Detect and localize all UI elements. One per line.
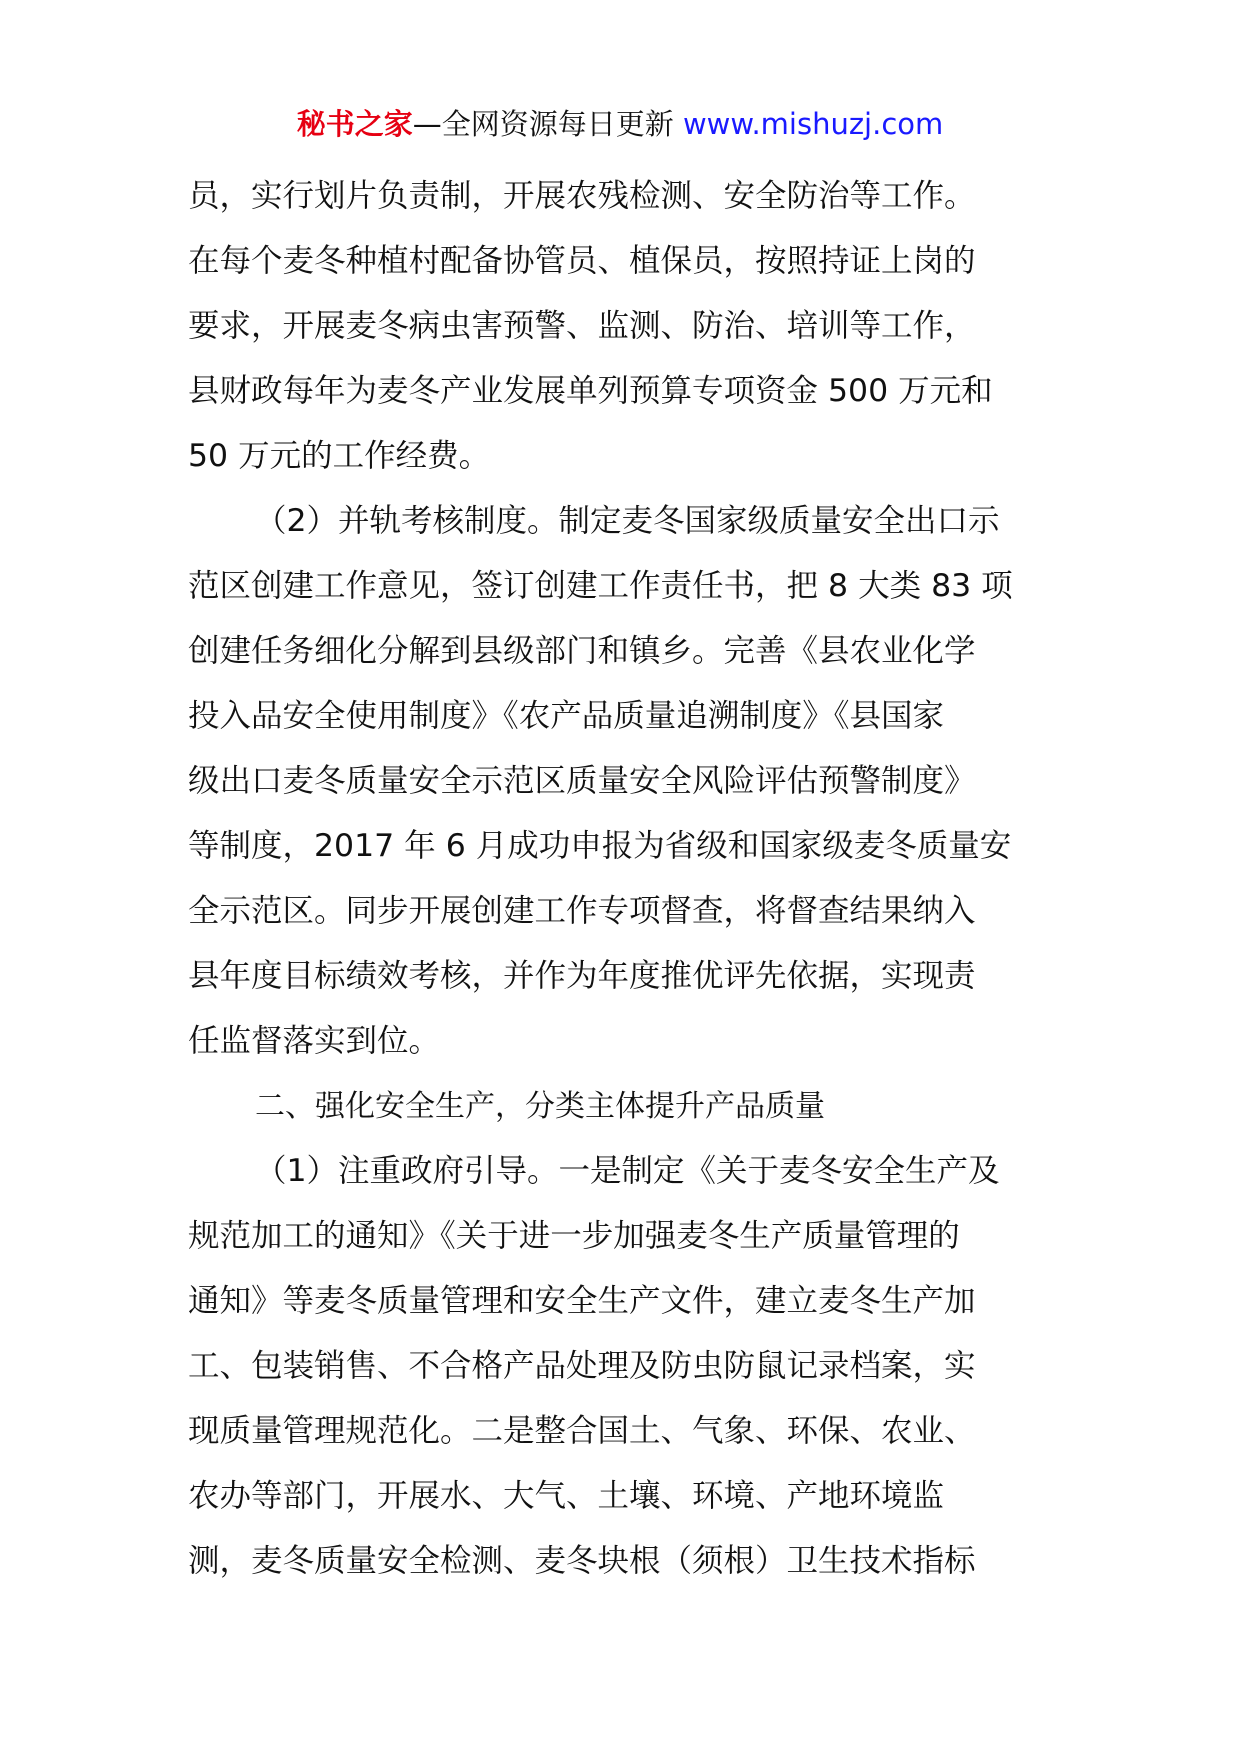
- text-line: 50 万元的工作经费。: [188, 438, 491, 474]
- text-line: 级出口麦冬质量安全示范区质量安全风险评估预警制度》: [188, 763, 976, 799]
- text-line: 县财政每年为麦冬产业发展单列预算专项资金 500 万元和: [188, 373, 993, 409]
- text-line: 创建任务细化分解到县级部门和镇乡。完善《县农业化学: [188, 633, 976, 669]
- text-line: 工、包装销售、不合格产品处理及防虫防鼠记录档案，实: [188, 1348, 976, 1384]
- text-line: 规范加工的通知》《关于进一步加强麦冬生产质量管理的: [188, 1218, 960, 1254]
- site-header: [0, 104, 1240, 144]
- text-line: 在每个麦冬种植村配备协管员、植保员，按照持证上岗的: [188, 243, 976, 279]
- text-line: 范区创建工作意见，签订创建工作责任书，把 8 大类 83 项: [188, 568, 1013, 604]
- paragraph-start-line: （1）注重政府引导。一是制定《关于麦冬安全生产及: [255, 1153, 1000, 1189]
- site-url-link[interactable]: www.mishuzj.com: [673, 107, 944, 141]
- text-line: 农办等部门，开展水、大气、土壤、环境、产地环境监: [188, 1478, 945, 1514]
- text-line: 等制度，2017 年 6 月成功申报为省级和国家级麦冬质量安: [188, 828, 1012, 864]
- site-slogan: —全网资源每日更新: [412, 107, 674, 141]
- text-line: 投入品安全使用制度》《农产品质量追溯制度》《县国家: [188, 698, 945, 734]
- document-body: [188, 164, 1054, 1594]
- site-brand: 秘书之家: [296, 107, 413, 141]
- text-line: 通知》等麦冬质量管理和安全生产文件，建立麦冬生产加: [188, 1283, 976, 1319]
- text-line: 要求，开展麦冬病虫害预警、监测、防治、培训等工作，: [188, 308, 976, 344]
- text-line: 员，实行划片负责制，开展农残检测、安全防治等工作。: [188, 178, 976, 214]
- text-line: 现质量管理规范化。二是整合国土、气象、环保、农业、: [188, 1413, 976, 1449]
- text-line: 县年度目标绩效考核，并作为年度推优评先依据，实现责: [188, 958, 976, 994]
- text-line: 测，麦冬质量安全检测、麦冬块根（须根）卫生技术指标: [188, 1543, 976, 1579]
- text-line: 任监督落实到位。: [188, 1023, 441, 1059]
- section-heading: 二、强化安全生产，分类主体提升产品质量: [255, 1089, 825, 1124]
- paragraph-start-line: （2）并轨考核制度。制定麦冬国家级质量安全出口示: [255, 503, 1000, 539]
- text-line: 全示范区。同步开展创建工作专项督查，将督查结果纳入: [188, 893, 976, 929]
